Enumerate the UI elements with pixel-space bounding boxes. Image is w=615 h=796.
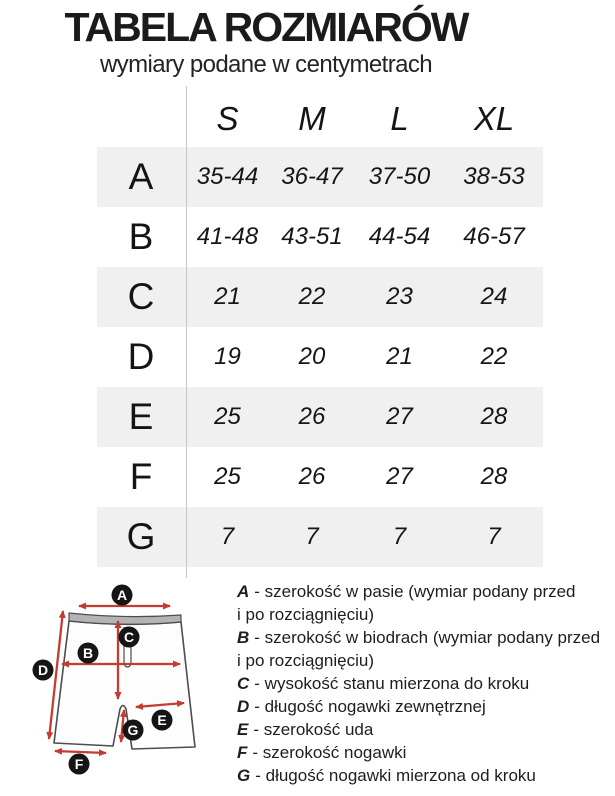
size-cell: 27 <box>386 403 413 430</box>
size-cell: 25 <box>214 463 241 490</box>
size-cell: 7 <box>305 523 319 550</box>
size-cell: 38-53 <box>463 163 525 190</box>
size-cell: 7 <box>487 523 501 550</box>
table-row-c <box>97 267 543 327</box>
legend-text-wrap: i po rozciągnięciu) <box>237 605 375 624</box>
row-label: B <box>128 216 154 257</box>
legend-text: - długość nogawki zewnętrznej <box>254 697 486 716</box>
size-cell: 20 <box>298 343 326 370</box>
size-cell: 22 <box>298 283 326 310</box>
size-cell: 23 <box>386 283 413 310</box>
legend-item-c <box>237 672 609 695</box>
size-cell: 21 <box>386 343 413 370</box>
row-label: F <box>129 456 153 497</box>
diagram-label-c: C <box>123 629 135 645</box>
legend-item-g <box>237 764 609 787</box>
row-label: G <box>126 516 156 557</box>
size-cell: 22 <box>480 343 508 370</box>
size-cell: 7 <box>220 523 235 550</box>
diagram-label-a: A <box>116 587 128 603</box>
legend-letter: F <box>237 743 248 762</box>
row-label: D <box>127 336 155 377</box>
column-header-xl: XL <box>473 99 515 137</box>
table-row-d <box>97 327 543 387</box>
legend-text: - długość nogawki mierzona od kroku <box>255 766 536 785</box>
column-divider-line <box>186 86 187 578</box>
legend-item-a <box>237 580 609 626</box>
row-label: A <box>128 156 154 197</box>
diagram-label-g: G <box>127 722 139 738</box>
legend-text: - wysokość stanu mierzona do kroku <box>254 674 530 693</box>
legend-item-f <box>237 741 609 764</box>
size-cell: 21 <box>214 283 241 310</box>
size-cell: 46-57 <box>463 223 525 250</box>
size-cell: 19 <box>214 343 241 370</box>
legend-text-wrap: i po rozciągnięciu) <box>237 651 375 670</box>
diagram-label-e: E <box>157 712 167 728</box>
row-label: E <box>128 396 154 437</box>
size-cell: 41-48 <box>196 223 259 250</box>
legend-letter: G <box>237 766 251 785</box>
size-cell: 43-51 <box>281 223 343 250</box>
table-row-e <box>97 387 543 447</box>
legend-letter: D <box>237 697 250 716</box>
legend-text: - szerokość uda <box>253 720 374 739</box>
table-row-g <box>97 507 543 567</box>
measurement-legend <box>237 580 609 787</box>
legend-letter: C <box>237 674 250 693</box>
row-label: C <box>127 276 155 317</box>
legend-text: - szerokość nogawki <box>252 743 407 762</box>
legend-letter: E <box>237 720 249 739</box>
size-cell: 28 <box>480 403 508 430</box>
shorts-diagram <box>0 575 235 796</box>
size-cell: 24 <box>480 283 508 310</box>
legend-item-e <box>237 718 609 741</box>
size-cell: 7 <box>392 523 407 550</box>
measure-arrow-f <box>55 751 106 753</box>
header <box>0 4 532 79</box>
size-cell: 27 <box>386 463 413 490</box>
diagram-label-f: F <box>74 756 84 772</box>
table-row-a <box>97 147 543 207</box>
legend-item-d <box>237 695 609 718</box>
column-header-s: S <box>216 99 239 137</box>
size-cell: 25 <box>214 403 241 430</box>
diagram-label-d: D <box>37 662 49 678</box>
column-header-m: M <box>298 99 326 137</box>
size-cell: 37-50 <box>368 163 431 190</box>
size-cell: 35-44 <box>196 163 259 190</box>
table-row-b <box>97 207 543 267</box>
column-header-l: L <box>390 99 409 137</box>
legend-item-b <box>237 626 609 672</box>
size-cell: 28 <box>480 463 508 490</box>
size-table <box>97 90 543 567</box>
table-header-row <box>97 90 543 147</box>
table-row-f <box>97 447 543 507</box>
legend-letter: A <box>237 582 250 601</box>
page-subtitle: wymiary podane w centymetrach <box>99 51 433 78</box>
size-cell: 44-54 <box>368 223 431 250</box>
page-title: TABELA ROZMIARÓW <box>64 4 468 50</box>
legend-text: - szerokość w pasie (wymiar podany przed <box>254 582 576 601</box>
diagram-label-b: B <box>82 645 94 661</box>
size-cell: 26 <box>298 403 326 430</box>
size-cell: 26 <box>298 463 326 490</box>
waistband <box>69 613 181 624</box>
legend-letter: B <box>237 628 250 647</box>
size-cell: 36-47 <box>281 163 343 190</box>
legend-text: - szerokość w biodrach (wymiar podany przed <box>254 628 601 647</box>
